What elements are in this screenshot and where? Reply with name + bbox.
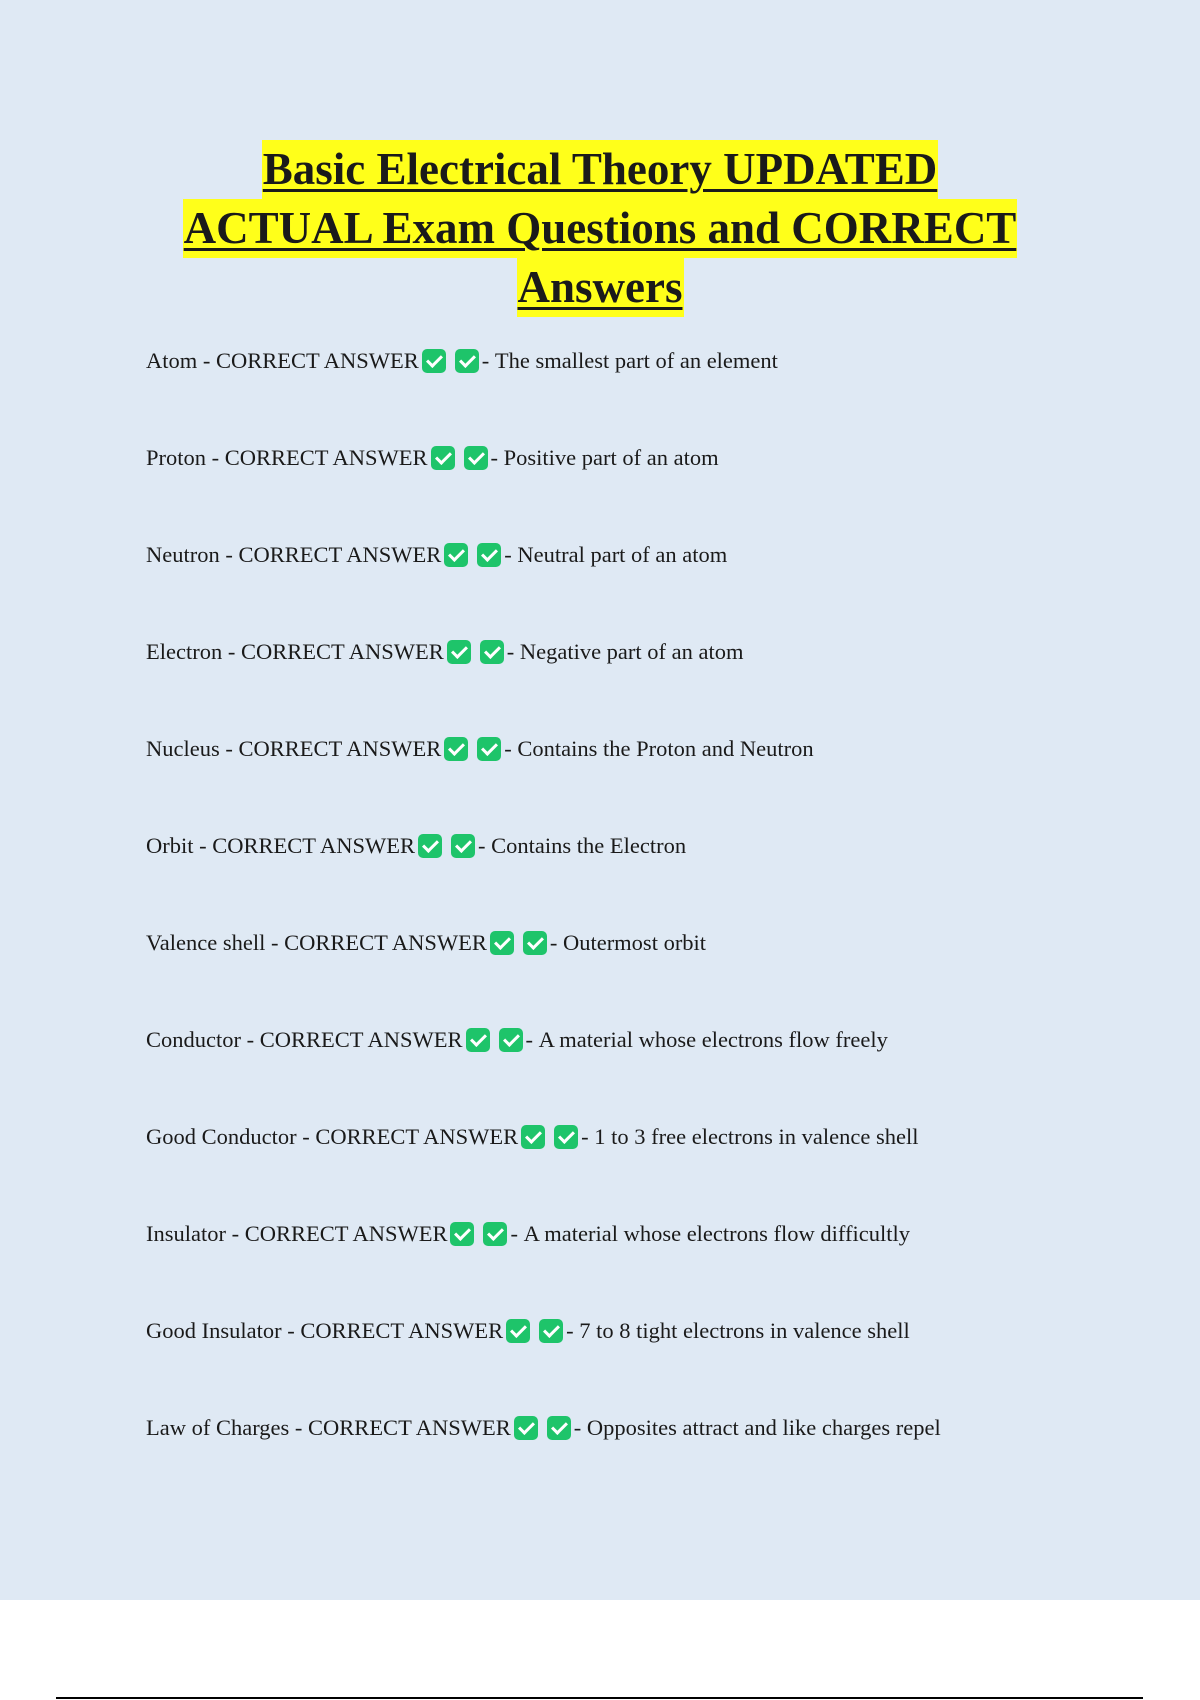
entry-separator: - [241,1027,260,1052]
entry-separator: - [197,348,217,373]
qa-entry-good-insulator [146,1315,910,1347]
entry-term: Proton [146,445,207,470]
document-title [0,140,1200,317]
entry-separator: - [193,833,213,858]
entry-separator: - [265,930,285,955]
check-mark-icon [490,931,514,955]
check-mark-icon [422,349,446,373]
entry-answer-label: CORRECT ANSWER [238,736,442,761]
entry-separator: - [506,639,520,664]
entry-answer-label: CORRECT ANSWER [284,930,487,955]
entry-term: Good Conductor [146,1124,297,1149]
entry-definition: The smallest part of an element [494,348,778,373]
entry-definition: 7 to 8 tight electrons in valence shell [579,1318,910,1343]
check-mark-icon [451,834,475,858]
entry-definition: Opposites attract and like charges repel [586,1415,941,1440]
qa-entry-nucleus [146,733,814,765]
entry-term: Atom [146,348,198,373]
check-mark-icon [483,1222,507,1246]
footer-divider [56,1697,1143,1699]
entry-answer-label: CORRECT ANSWER [224,445,428,470]
entry-separator: - [289,1415,309,1440]
entry-separator: - [478,833,492,858]
entry-answer-label: CORRECT ANSWER [240,639,444,664]
entry-term: Orbit [146,833,194,858]
check-mark-icon [431,446,455,470]
qa-entry-neutron [146,539,727,571]
entry-separator: - [281,1318,301,1343]
entry-definition: Contains the Proton and Neutron [517,736,814,761]
entry-term: Electron [146,639,223,664]
entry-separator: - [566,1318,580,1343]
entry-separator: - [581,1124,595,1149]
entry-term: Good Insulator [146,1318,282,1343]
entry-answer-label: CORRECT ANSWER [212,833,415,858]
check-mark-icon [521,1125,545,1149]
check-mark-icon [477,543,501,567]
entry-definition: Positive part of an atom [503,445,719,470]
entry-term: Neutron [146,542,220,567]
qa-entry-good-conductor [146,1121,919,1153]
entry-definition: Outermost orbit [562,930,707,955]
entry-answer-label: CORRECT ANSWER [315,1124,519,1149]
title-line-3: Answers [517,258,684,317]
entry-answer-label: CORRECT ANSWER [216,348,419,373]
entry-definition: A material whose electrons flow difficultly [523,1221,910,1246]
entry-separator: - [219,542,239,567]
entry-definition: Neutral part of an atom [517,542,728,567]
entry-term: Law of Charges [146,1415,290,1440]
entry-answer-label: CORRECT ANSWER [238,542,442,567]
entry-answer-label: CORRECT ANSWER [259,1027,463,1052]
entry-term: Nucleus [146,736,220,761]
entry-separator: - [504,736,518,761]
entry-answer-label: CORRECT ANSWER [244,1221,448,1246]
check-mark-icon [464,446,488,470]
entry-separator: - [222,639,241,664]
check-mark-icon [499,1028,523,1052]
check-mark-icon [523,931,547,955]
qa-entry-atom [146,345,778,377]
entry-separator: - [490,445,504,470]
entry-answer-label: CORRECT ANSWER [300,1318,504,1343]
check-mark-icon [514,1416,538,1440]
entry-separator: - [206,445,225,470]
check-mark-icon [539,1319,563,1343]
title-line-1: Basic Electrical Theory UPDATED [262,140,939,199]
entry-answer-label: CORRECT ANSWER [308,1415,511,1440]
qa-entry-law-of-charges [146,1412,941,1444]
qa-entry-insulator [146,1218,910,1250]
check-mark-icon [466,1028,490,1052]
entry-separator: - [525,1027,539,1052]
entry-definition: Contains the Electron [491,833,687,858]
title-line-2: ACTUAL Exam Questions and CORRECT [183,199,1018,258]
entry-separator: - [225,1221,245,1246]
entry-term: Valence shell [146,930,266,955]
entry-separator: - [510,1221,524,1246]
entry-definition: Negative part of an atom [519,639,744,664]
check-mark-icon [547,1416,571,1440]
entry-separator: - [549,930,563,955]
entry-definition: A material whose electrons flow freely [538,1027,888,1052]
check-mark-icon [477,737,501,761]
check-mark-icon [418,834,442,858]
check-mark-icon [450,1222,474,1246]
check-mark-icon [506,1319,530,1343]
entry-term: Insulator [146,1221,226,1246]
entry-definition: 1 to 3 free electrons in valence shell [594,1124,919,1149]
qa-entry-proton [146,442,719,474]
entry-separator: - [481,348,495,373]
check-mark-icon [554,1125,578,1149]
qa-entry-valence-shell [146,927,706,959]
entry-separator: - [296,1124,316,1149]
check-mark-icon [444,543,468,567]
entry-separator: - [504,542,518,567]
qa-entry-orbit [146,830,686,862]
check-mark-icon [444,737,468,761]
check-mark-icon [480,640,504,664]
entry-separator: - [573,1415,587,1440]
entry-separator: - [219,736,239,761]
qa-entry-electron [146,636,744,668]
check-mark-icon [447,640,471,664]
entry-term: Conductor [146,1027,241,1052]
qa-entry-conductor [146,1024,888,1056]
check-mark-icon [455,349,479,373]
